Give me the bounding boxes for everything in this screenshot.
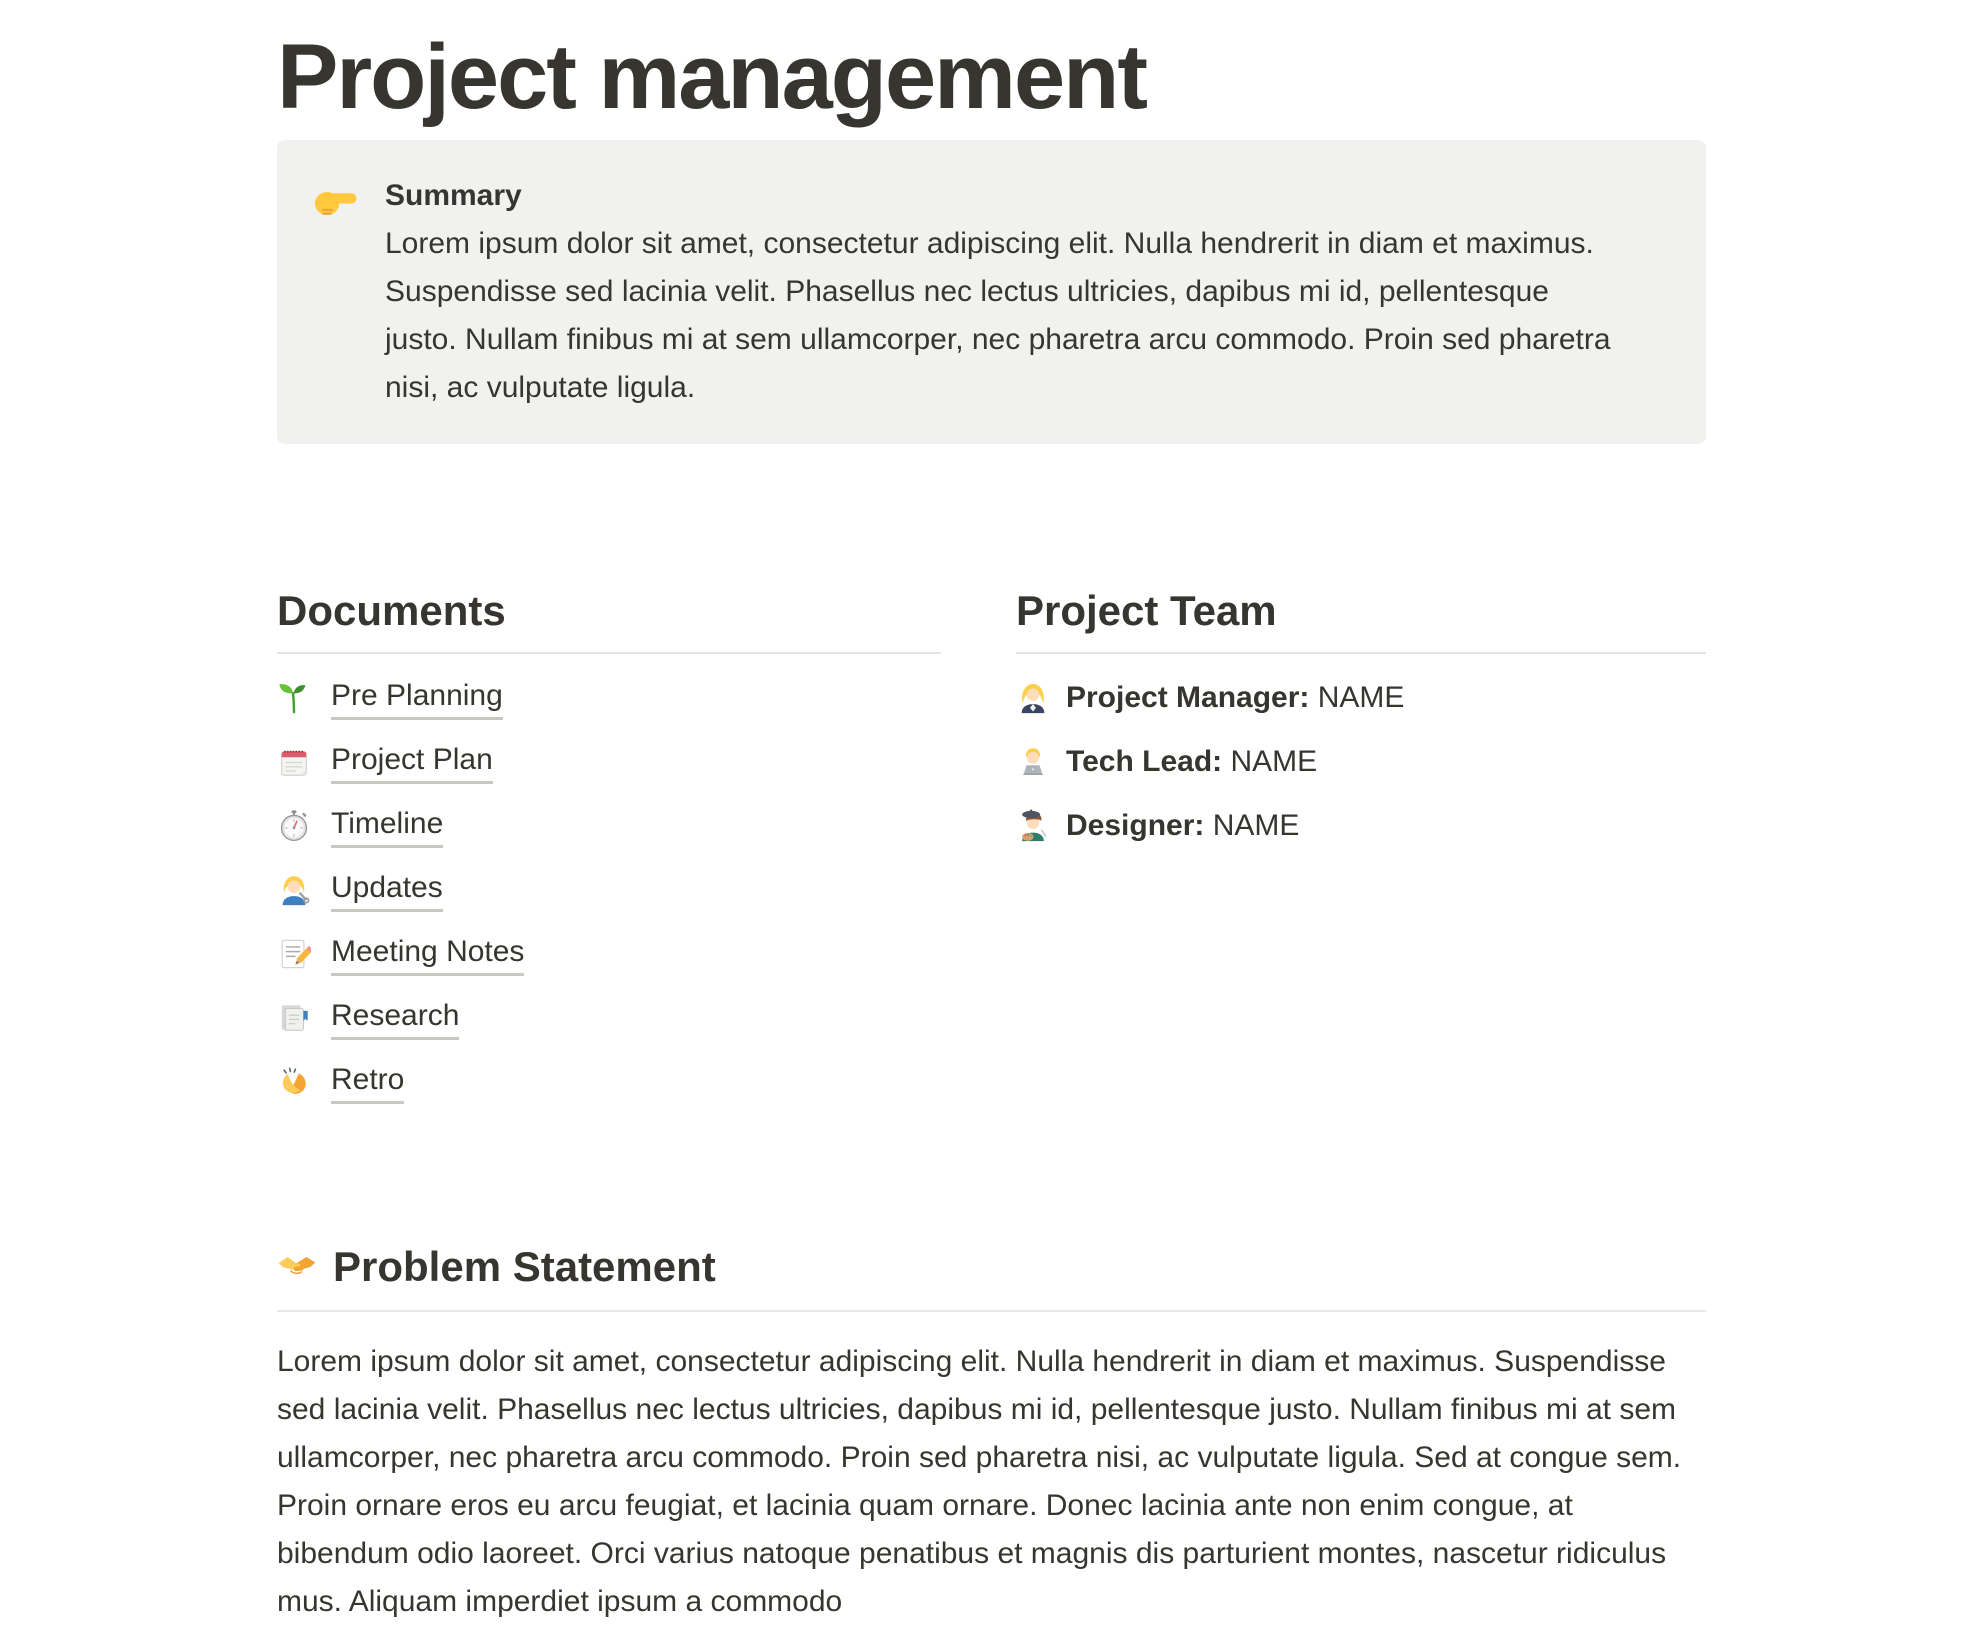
summary-title: Summary <box>385 179 522 212</box>
document-list-item <box>277 858 941 922</box>
documents-column <box>277 584 941 1114</box>
document-page-link[interactable]: Updates <box>331 868 443 912</box>
team-member-name: NAME <box>1230 745 1318 778</box>
document-page-link[interactable]: Meeting Notes <box>331 932 524 976</box>
summary-callout <box>277 140 1706 444</box>
team-member-item <box>1016 666 1706 730</box>
document-list-item <box>277 922 941 986</box>
document-list-item <box>277 986 941 1050</box>
document-page-link[interactable]: Research <box>331 996 459 1040</box>
summary-callout-content <box>385 172 1625 412</box>
handshake-icon <box>277 1247 317 1287</box>
document-list-item <box>277 1050 941 1114</box>
document-page-link[interactable]: Project Plan <box>331 740 493 784</box>
stopwatch-icon <box>277 809 311 843</box>
team-member-name: NAME <box>1212 809 1300 842</box>
team-member-item <box>1016 794 1706 858</box>
project-team-column <box>1016 584 1706 1114</box>
spiral-notepad-icon <box>277 745 311 779</box>
problem-statement-heading <box>277 1240 1706 1312</box>
team-member-role: Designer: <box>1066 809 1205 842</box>
woman-mechanic-icon <box>277 873 311 907</box>
team-member-text <box>1066 806 1299 846</box>
document-list-item <box>277 730 941 794</box>
pointing-right-icon <box>313 176 359 222</box>
problem-statement-body: Lorem ipsum dolor sit amet, consectetur adipiscing elit. Nulla hendrerit in diam et maximus. Suspendisse sed lacinia velit. Phasellus nec lectus ultricies, dapibus mi id, pellentesque justo. Nullam finibus mi at sem ullamcorper, nec pharetra arcu commodo. Proin sed pharetra nisi, ac vulputate ligula. Sed at congue sem. Proin ornare eros eu arcu feugiat, et lacinia quam ornare. Donec lacinia ante non enim congue, at bibendum odio laoreet. Orci varius natoque penatibus et magnis dis parturient montes, nascetur ridiculus mus. Aliquam imperdiet ipsum a commodo <box>277 1345 1682 1618</box>
document-list-item <box>277 666 941 730</box>
bookmark-tabs-icon <box>277 1001 311 1035</box>
page-title: Project management <box>277 26 1146 128</box>
summary-body: Lorem ipsum dolor sit amet, consectetur adipiscing elit. Nulla hendrerit in diam et maximus. Suspendisse sed lacinia velit. Phasellus nec lectus ultricies, dapibus mi id, pellentesque justo. Nullam finibus mi at sem ullamcorper, nec pharetra arcu commodo. Proin sed pharetra nisi, ac vulputate ligula. <box>385 227 1611 404</box>
team-member-text <box>1066 678 1404 718</box>
memo-icon <box>277 937 311 971</box>
team-member-name: NAME <box>1317 681 1405 714</box>
woman-office-worker-icon <box>1016 681 1050 715</box>
man-artist-icon <box>1016 809 1050 843</box>
document-list-item <box>277 794 941 858</box>
documents-list <box>277 666 941 1114</box>
two-column-section <box>277 584 1706 1114</box>
team-member-role: Tech Lead: <box>1066 745 1223 778</box>
document-page-link[interactable]: Timeline <box>331 804 443 848</box>
documents-heading: Documents <box>277 584 941 654</box>
document-page-link[interactable]: Retro <box>331 1060 404 1104</box>
man-technologist-icon <box>1016 745 1050 779</box>
project-team-heading: Project Team <box>1016 584 1706 654</box>
project-team-list <box>1016 666 1706 858</box>
document-page-link[interactable]: Pre Planning <box>331 676 503 720</box>
clapping-hands-icon <box>277 1065 311 1099</box>
problem-statement-section <box>277 1240 1706 1626</box>
team-member-text <box>1066 742 1317 782</box>
seedling-icon <box>277 681 311 715</box>
team-member-role: Project Manager: <box>1066 681 1310 714</box>
page-content <box>277 0 1706 1626</box>
team-member-item <box>1016 730 1706 794</box>
problem-statement-heading-text: Problem Statement <box>333 1243 716 1290</box>
